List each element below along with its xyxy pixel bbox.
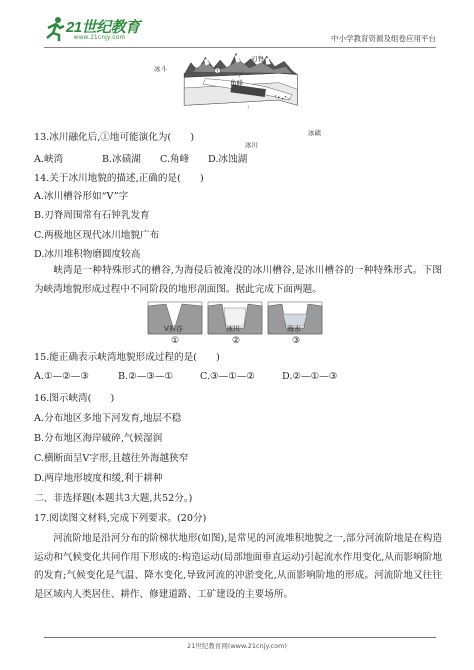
panel-2-label: 冰川 [226, 325, 240, 333]
q15-option-d: D.②—①—③ [282, 371, 338, 382]
svg-text:1: 1 [216, 68, 219, 74]
footer-divider [44, 637, 436, 638]
runner-logo-icon [44, 16, 66, 42]
q16-stem: 16.图示峡湾( ) [34, 393, 115, 404]
q13-option-a: A.峡湾 [34, 154, 64, 165]
panel-1-number: ① [171, 336, 180, 346]
fjord-intro-paragraph: 峡湾是一种特殊形式的槽谷,为海侵后被淹没的冰川槽谷,是冰川槽谷的一种特殊形式。下图为峡湾地貌形成过程中不同阶段的地形剖面图。据此完成下面两题。 [34, 265, 442, 295]
q15-option-b: B.②—③—① [118, 371, 174, 382]
q16-option-d: D.两岸地形坡度和缓,利于耕种 [34, 473, 163, 484]
q14-option-a: A.冰川槽谷形如“V”字 [34, 191, 129, 202]
section-2-heading: 二、非选择题(本题共3大题,共52分。) [34, 493, 193, 504]
label-arete: 刃脊 [251, 55, 264, 63]
q17-stem: 17.阅读图文材料,完成下列要求。(20分) [34, 513, 207, 524]
panel-1-label: V形谷 [164, 325, 183, 333]
q15-option-a: A.①—②—③ [34, 371, 89, 382]
glacier-landform-figure [148, 48, 333, 149]
label-cirque: 冰斗 [154, 65, 167, 73]
q17-paragraph: 河流阶地是沿河分布的阶梯状地形(如图),是常见的河流堆积地貌之一,部分河流阶地是在构造运动和气候变化共同作用下形成的:构造运动(局部地面垂直运动)引起流水作用变化,从而影响阶地的发育;气候变化是气温、降水变化,导致河流的冲淤变化,从而影响阶地的形成。河流阶地又往往是区域内人类居住、耕作、修建道路、工矿建设的主要场所。 [34, 533, 442, 600]
q13-option-b: B.冰碛湖 [102, 154, 141, 165]
panel-2-number: ② [232, 336, 241, 346]
q14-option-b: B.刃脊周围常有石钟乳发育 [34, 210, 150, 221]
label-bottom-erosion: 冰川底部侵蚀 [232, 107, 271, 115]
label-horn: 角峰 [230, 79, 243, 87]
logo-url: www.21cnjy.com [74, 35, 126, 41]
panel-3-number: ③ [292, 336, 301, 346]
q14-option-c: C.两极地区现代冰川地貌广布 [34, 230, 160, 241]
q14-option-d: D.冰川堆积物磨圆度较高 [34, 249, 141, 260]
page-header [44, 16, 436, 48]
q16-option-c: C.横断面呈V字形,且越往外海越狭窄 [34, 453, 189, 464]
label-moraine: 冰碛 [308, 129, 321, 137]
logo-text: 21世纪教育 [66, 19, 140, 36]
panel-3-label: 海水 [287, 325, 301, 333]
site-title: 中小学教育资源及组卷应用平台 [331, 34, 436, 43]
label-glacier: 冰川 [245, 141, 258, 149]
q16-option-a: A.分布地区多地下河发育,地层不稳 [34, 413, 182, 424]
q15-option-c: C.③—①—② [200, 371, 256, 382]
q13-option-d: D.冰蚀湖 [208, 154, 248, 165]
q16-option-b: B.分布地区海岸破碎,气候湿润 [34, 433, 163, 444]
glacier-diagram [148, 48, 333, 128]
q14-stem: 14.关于冰川地貌的描述,正确的是( ) [34, 173, 204, 184]
page-footer: 21世纪教育网(www.21cnjy.com) [187, 642, 287, 650]
q13-option-c: C.角峰 [160, 154, 190, 165]
logo [44, 16, 154, 46]
q15-stem: 15.能正确表示峡湾地貌形成过程的是( ) [34, 352, 220, 363]
q13-stem: 13.冰川融化后,①地可能演化为( ) [34, 132, 195, 143]
